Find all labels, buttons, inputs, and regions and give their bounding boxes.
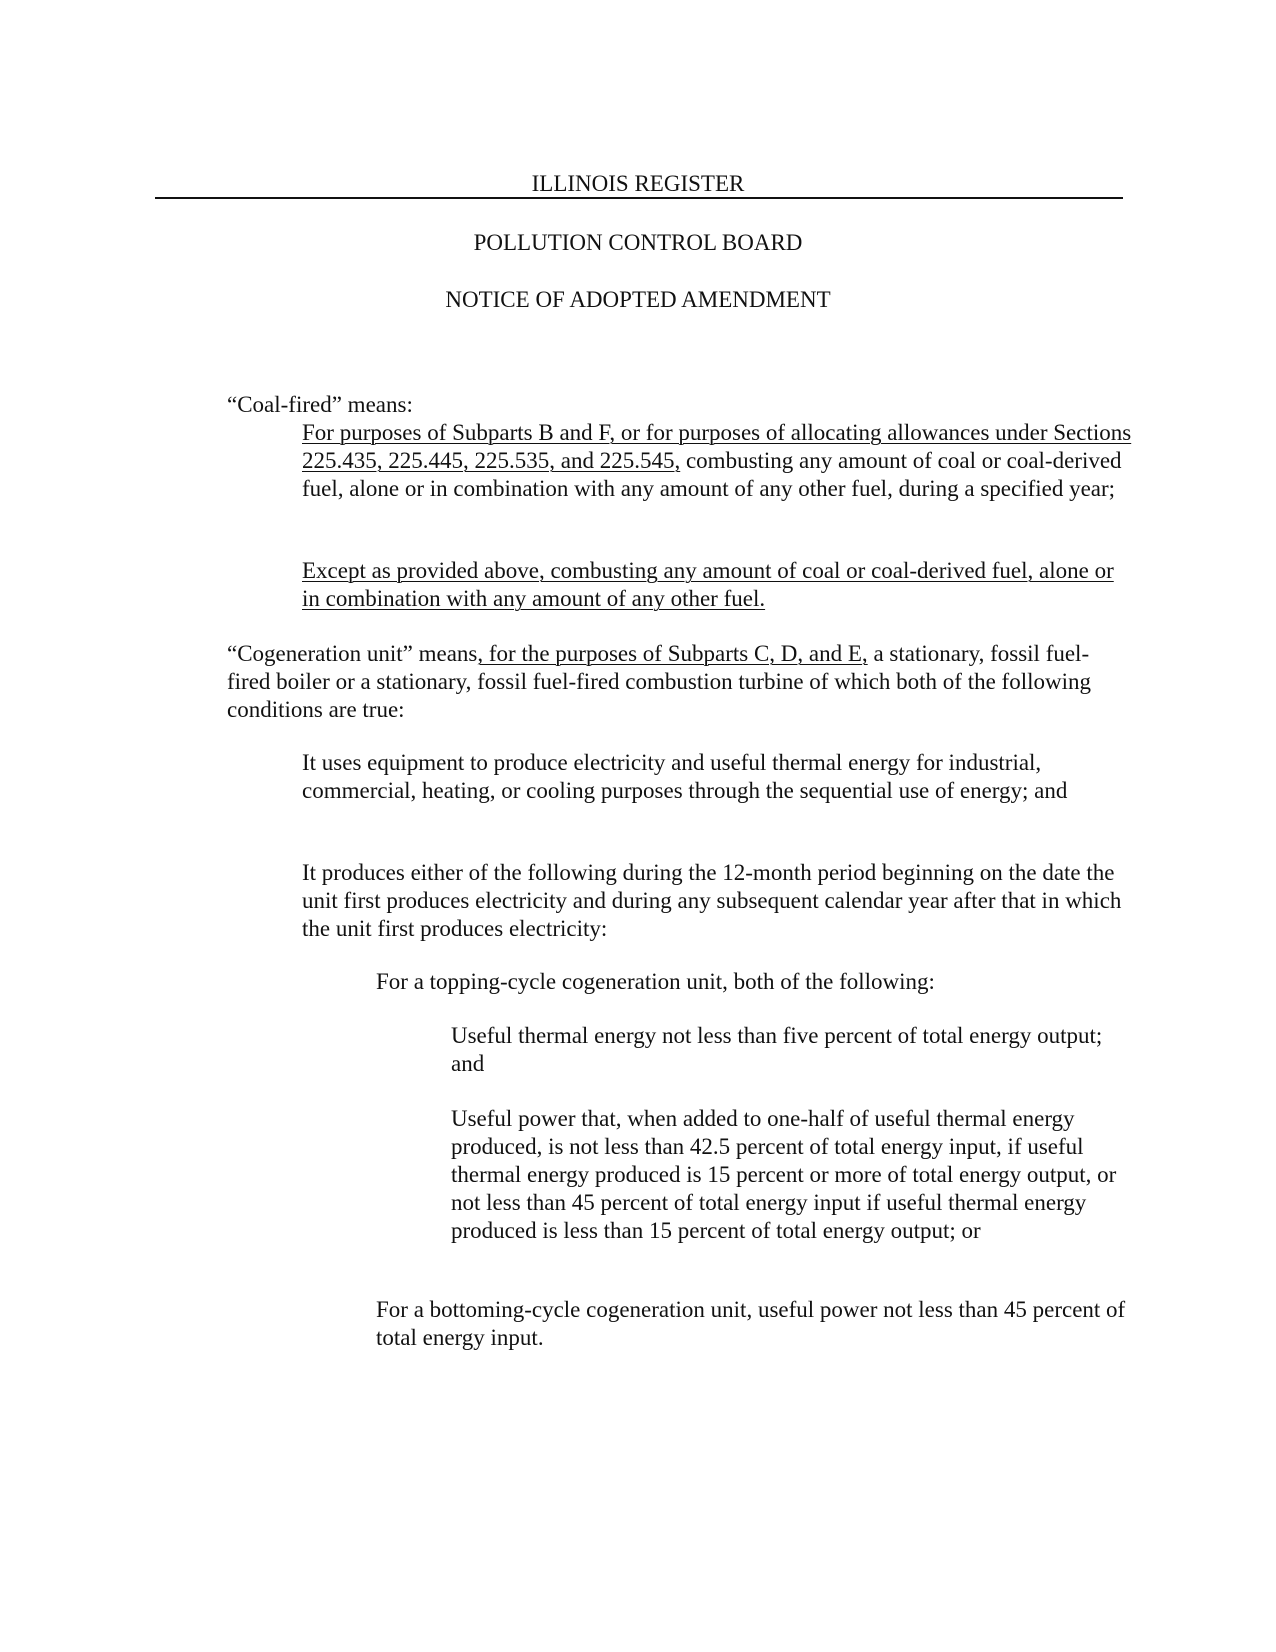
coal-fired-definition-2-amendment: Except as provided above, combusting any amount of coal or coal-derived fuel, alone or in combination with any amount of any other fuel. <box>302 558 1114 611</box>
header-divider <box>155 197 1123 199</box>
topping-cycle-item-b: Useful power that, when added to one-half of useful thermal energy produced, is not less than 42.5 percent of total energy input, if useful thermal energy produced is 15 percent or more of total energy output, or not less than 45 percent of total energy input if useful thermal energy produced is less than 15 percent of total energy output; or <box>451 1106 1117 1243</box>
cogeneration-condition-2: It produces either of the following during the 12-month period beginning on the date the unit first produces electricity and during any subsequent calendar year after that in which the unit first produces electricity: <box>302 860 1122 941</box>
notice-title: NOTICE OF ADOPTED AMENDMENT <box>445 287 831 312</box>
cogeneration-term-amendment: , for the purposes of Subparts C, D, and E, <box>477 641 868 666</box>
cogeneration-term <box>227 640 1127 724</box>
cogeneration-term-start: “Cogeneration unit” means <box>227 641 478 666</box>
topping-cycle-clause: For a topping-cycle cogeneration unit, both of the following: <box>376 969 935 994</box>
coal-fired-definition-1-text: combusting any amount of coal or coal-derived fuel, alone or in combination with any amount of any other fuel, during a specified year; <box>302 448 1122 501</box>
register-title: ILLINOIS REGISTER <box>531 171 745 196</box>
board-name: POLLUTION CONTROL BOARD <box>473 230 803 255</box>
coal-fired-definition-2 <box>302 557 1132 613</box>
topping-cycle-item-a: Useful thermal energy not less than five percent of total energy output; and <box>451 1023 1103 1076</box>
cogeneration-condition-1: It uses equipment to produce electricity and useful thermal energy for industrial, commercial, heating, or cooling purposes through the sequential use of energy; and <box>302 750 1068 803</box>
bottoming-cycle-clause: For a bottoming-cycle cogeneration unit, useful power not less than 45 percent of total energy input. <box>376 1297 1126 1350</box>
coal-fired-definition-1 <box>302 419 1132 503</box>
cogeneration-term-rest: a stationary, fossil fuel-fired boiler or a stationary, fossil fuel-fired combustion turbine of which both of the following conditions are true: <box>227 641 1091 722</box>
coal-fired-definition-1-amendment: For purposes of Subparts B and F, or for purposes of allocating allowances under Sections 225.435, 225.445, 225.535, and 225.545, <box>302 420 1132 473</box>
coal-fired-term: “Coal-fired” means: <box>227 392 413 417</box>
